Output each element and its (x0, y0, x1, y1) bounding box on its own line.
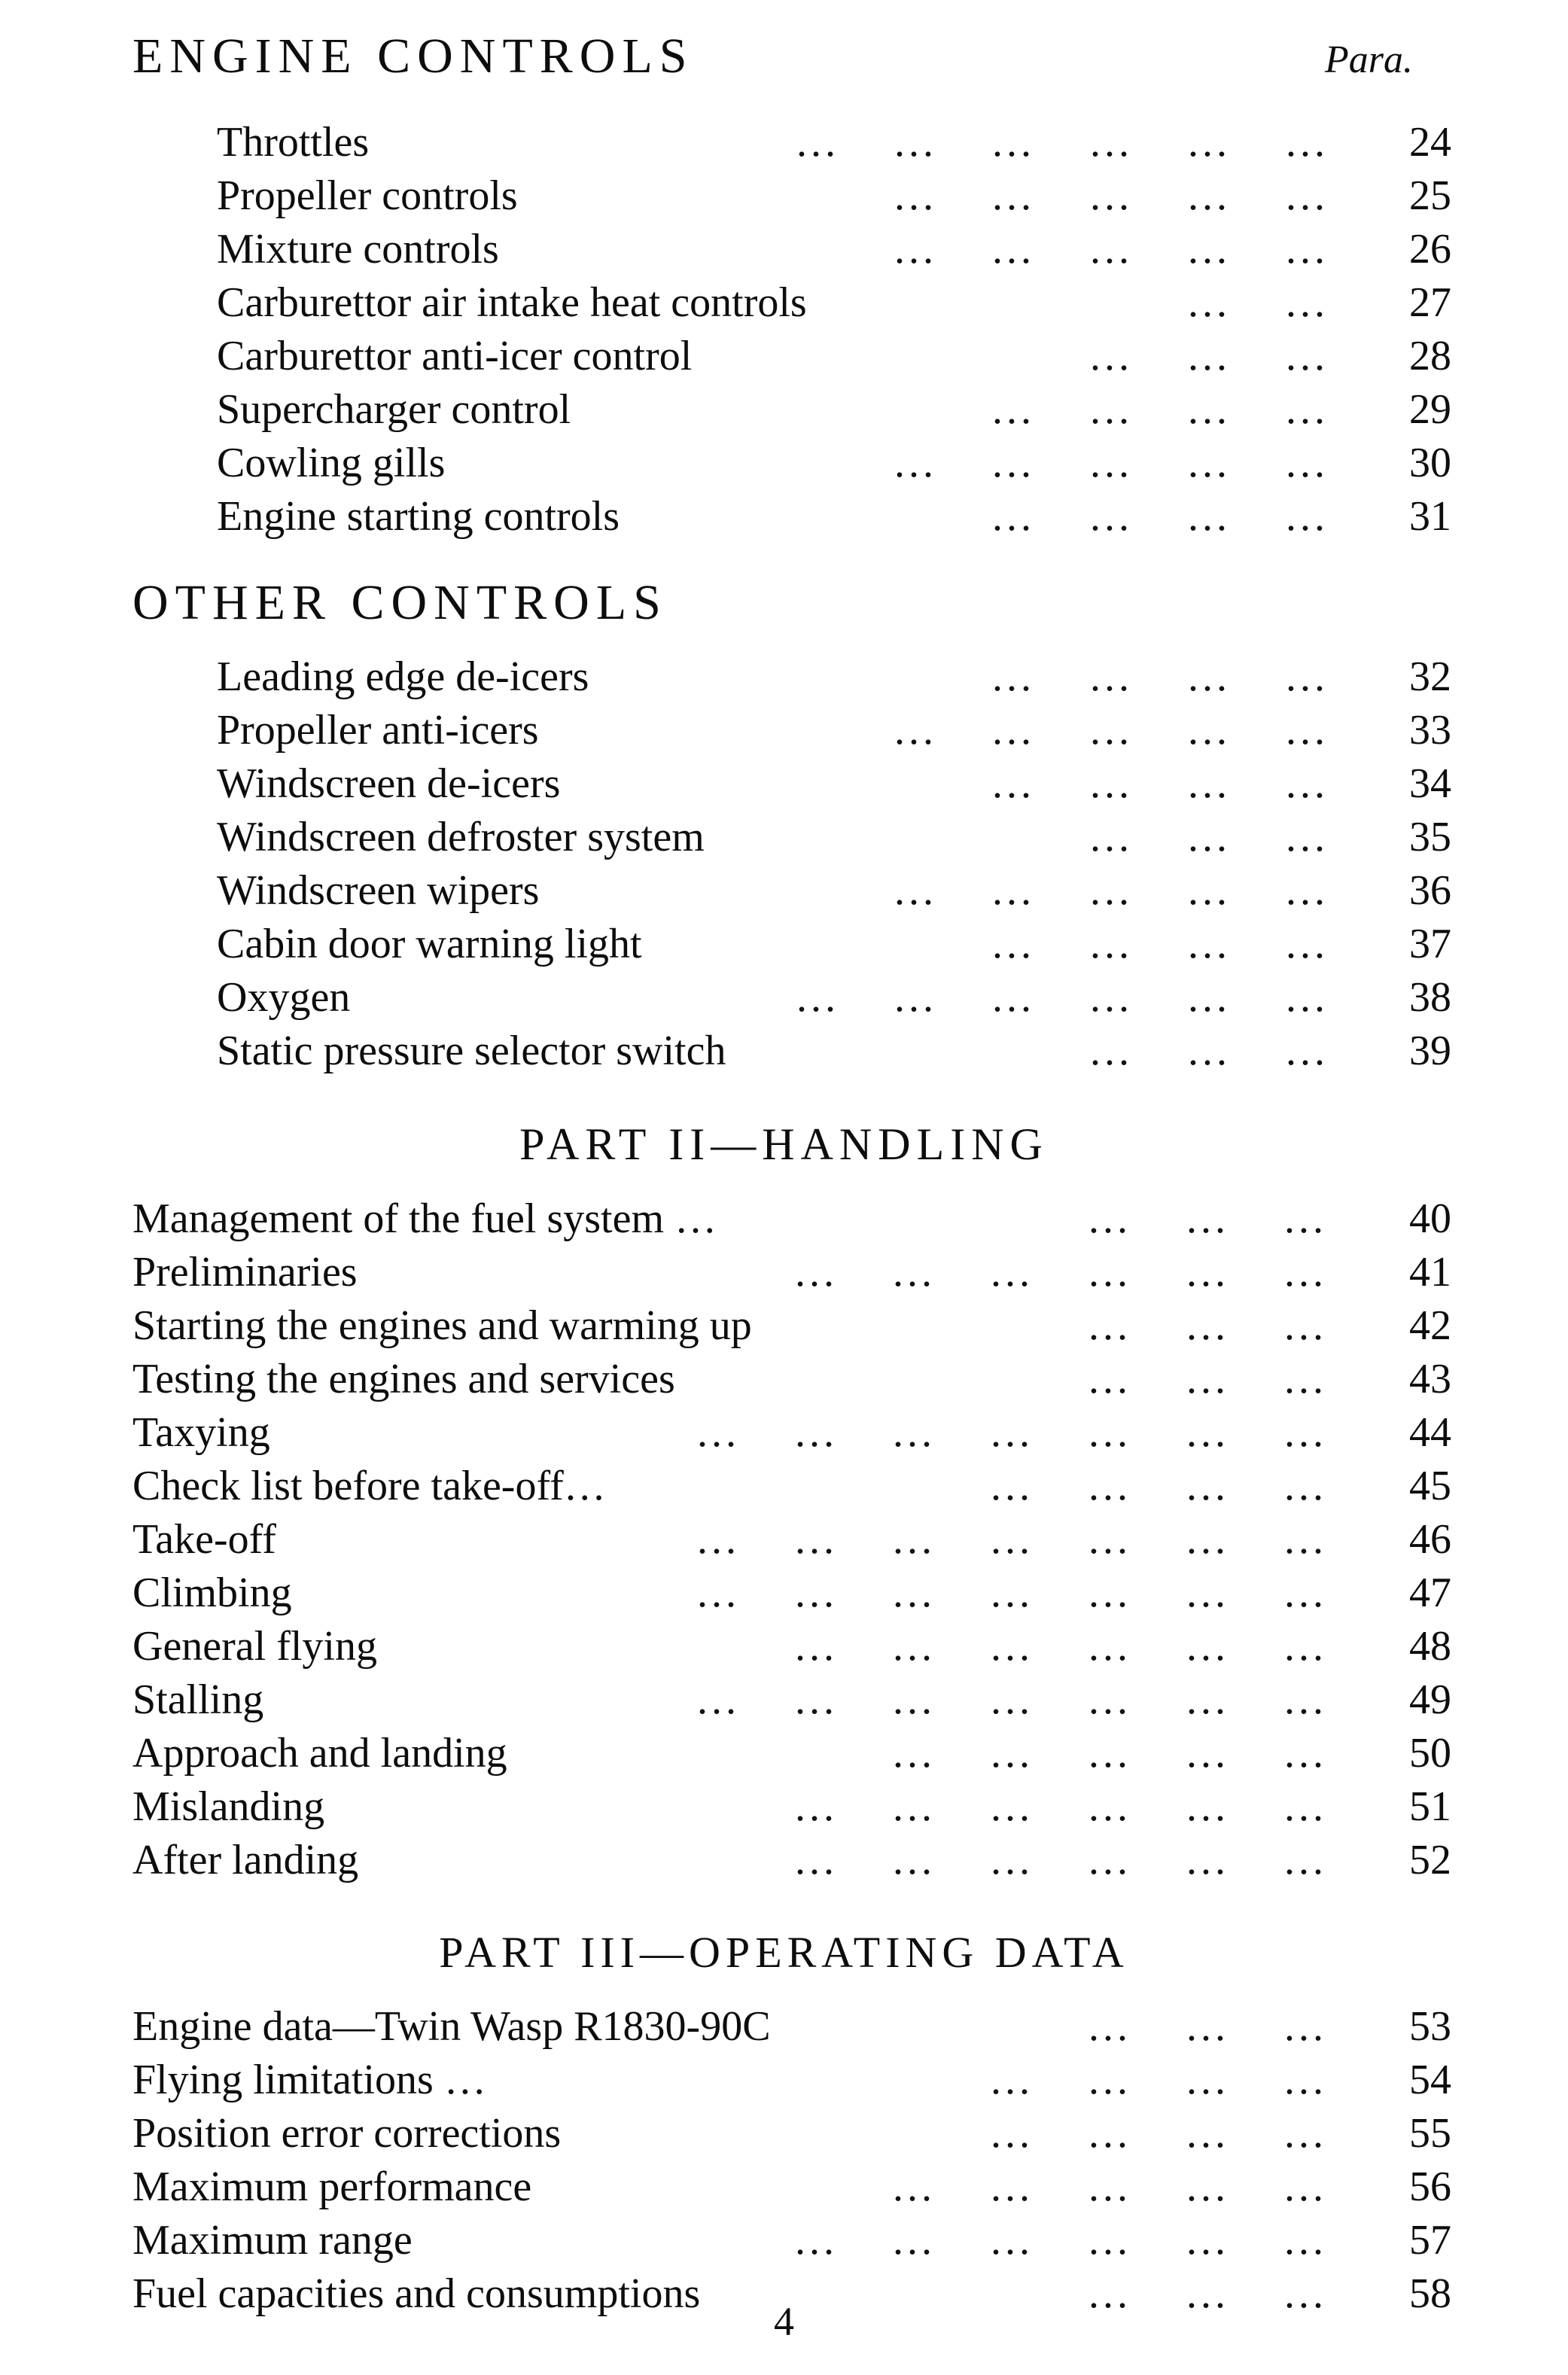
leader-dots: ... (1284, 1676, 1327, 1723)
leader-dots: ... (1186, 2110, 1229, 2157)
toc-entry[interactable] (132, 1834, 1568, 1887)
leader-dots: ... (991, 1570, 1034, 1616)
toc-page (0, 26, 1568, 2375)
leader-dots: ... (1188, 172, 1231, 219)
leader-dots: ... (992, 867, 1035, 914)
toc-entry-label: Windscreen defroster system (217, 814, 705, 860)
leader-dots: ... (1090, 921, 1133, 967)
toc-entry[interactable] (217, 864, 1568, 918)
leader-dots: ... (1188, 707, 1231, 754)
leader-dots: ... (893, 1249, 936, 1296)
leader-dots: ... (1188, 440, 1231, 486)
leader-dots: ... (1188, 974, 1231, 1021)
toc-entry[interactable] (217, 116, 1568, 169)
toc-entry-page-number: 40 (1409, 1195, 1451, 1242)
leader-dots: ... (1186, 2057, 1229, 2103)
leader-dots: ... (991, 2057, 1034, 2103)
toc-entry-label: Stalling (132, 1676, 264, 1723)
leader-dots: ... (894, 119, 937, 166)
toc-entry-label: Static pressure selector switch (217, 1028, 726, 1074)
leader-dots: ... (1090, 760, 1133, 807)
toc-entry-label: Starting the engines and warming up (132, 1302, 752, 1349)
leader-dots: ... (1090, 707, 1133, 754)
toc-entry-page-number: 36 (1409, 867, 1451, 914)
leader-dots: ... (1286, 707, 1329, 754)
page-title: ENGINE CONTROLS (132, 29, 694, 84)
leader-dots: ... (1090, 974, 1133, 1021)
toc-entry-label: After landing (132, 1837, 359, 1883)
toc-entry-page-number: 49 (1409, 1676, 1451, 1723)
toc-entry[interactable] (132, 2054, 1568, 2107)
toc-entry-page-number: 25 (1409, 172, 1451, 219)
leader-dots: ... (1186, 1302, 1229, 1349)
leader-dots: ... (1286, 493, 1329, 540)
leader-dots: ... (893, 1730, 936, 1777)
leader-dots: ... (1188, 226, 1231, 273)
toc-entry[interactable] (132, 1192, 1568, 1246)
leader-dots: ... (1088, 1249, 1131, 1296)
toc-entry-page-number: 41 (1409, 1249, 1451, 1296)
toc-entry[interactable] (217, 490, 1568, 544)
toc-entry[interactable] (132, 2107, 1568, 2160)
toc-entry-label: Testing the engines and services (132, 1356, 675, 1402)
toc-entry-page-number: 51 (1409, 1783, 1451, 1830)
leader-dots: ... (1186, 1676, 1229, 1723)
toc-entry-label: Supercharger control (217, 386, 571, 433)
toc-entry[interactable] (217, 650, 1568, 704)
toc-entry[interactable] (217, 757, 1568, 811)
toc-entry-page-number: 30 (1409, 440, 1451, 486)
leader-dots: ... (991, 1730, 1034, 1777)
toc-header (0, 26, 1568, 116)
toc-entry-label: Propeller anti-icers (217, 707, 539, 754)
toc-entry-label: Taxying (132, 1409, 270, 1456)
leader-dots: ... (991, 1783, 1034, 1830)
toc-entry[interactable] (132, 1620, 1568, 1673)
leader-dots: ... (894, 172, 937, 219)
leader-dots: ... (795, 1570, 838, 1616)
leader-dots: ... (894, 974, 937, 1021)
toc-entry-page-number: 37 (1409, 921, 1451, 967)
leader-dots: ... (795, 1516, 838, 1563)
leader-dots: ... (991, 1409, 1034, 1456)
leader-dots: ... (1088, 2057, 1131, 2103)
leader-dots: ... (1286, 974, 1329, 1021)
toc-entry-list (0, 2000, 1568, 2321)
leader-dots: ... (795, 2217, 838, 2264)
dot-leader (132, 1673, 1568, 1727)
leader-dots: ... (697, 1409, 740, 1456)
leader-dots: ... (1186, 1783, 1229, 1830)
leader-dots: ... (1186, 1409, 1229, 1456)
leader-dots: ... (795, 1623, 838, 1670)
toc-entry-label: Position error corrections (132, 2110, 562, 2157)
leader-dots: ... (992, 974, 1035, 1021)
leader-dots: ... (1286, 333, 1329, 379)
section-heading: OTHER CONTROLS (132, 575, 668, 630)
leader-dots: ... (1284, 1463, 1327, 1509)
toc-entry-label: Mixture controls (217, 226, 499, 273)
leader-dots: ... (1188, 386, 1231, 433)
leader-dots: ... (1088, 1516, 1131, 1563)
leader-dots: ... (992, 440, 1035, 486)
toc-entry-page-number: 34 (1409, 760, 1451, 807)
toc-entry-label: Oxygen (217, 974, 351, 1021)
leader-dots: ... (1186, 1623, 1229, 1670)
leader-dots: ... (1284, 2003, 1327, 2050)
leader-dots: ... (992, 921, 1035, 967)
leader-dots: ... (991, 1249, 1034, 1296)
leader-dots: ... (894, 440, 937, 486)
part-heading: PART III—OPERATING DATA (439, 1928, 1129, 1977)
toc-entry-page-number: 53 (1409, 2003, 1451, 2050)
dot-leader (132, 1567, 1568, 1620)
leader-dots: ... (991, 1676, 1034, 1723)
leader-dots: ... (795, 1783, 838, 1830)
leader-dots: ... (1088, 1623, 1131, 1670)
toc-body (0, 116, 1568, 2321)
toc-entry-page-number: 35 (1409, 814, 1451, 860)
leader-dots: ... (1088, 1570, 1131, 1616)
leader-dots: ... (893, 2217, 936, 2264)
toc-entry[interactable] (132, 1246, 1568, 1299)
leader-dots: ... (1090, 172, 1133, 219)
toc-entry-label: Carburettor air intake heat controls (217, 279, 807, 326)
toc-entry[interactable] (217, 918, 1568, 971)
leader-dots: ... (992, 653, 1035, 700)
leader-dots: ... (1286, 814, 1329, 860)
leader-dots: ... (893, 1676, 936, 1723)
toc-entry[interactable] (217, 1025, 1568, 1078)
toc-entry[interactable] (132, 1567, 1568, 1620)
toc-entry-label: Management of the fuel system … (132, 1195, 717, 1242)
leader-dots: ... (1284, 2057, 1327, 2103)
toc-entry[interactable] (132, 1353, 1568, 1406)
leader-dots: ... (1088, 2163, 1131, 2210)
toc-entry[interactable] (217, 223, 1568, 276)
leader-dots: ... (1188, 921, 1231, 967)
toc-entry[interactable] (217, 276, 1568, 330)
leader-dots: ... (1284, 1409, 1327, 1456)
leader-dots: ... (992, 386, 1035, 433)
leader-dots: ... (1284, 1623, 1327, 1670)
leader-dots: ... (1284, 1570, 1327, 1616)
leader-dots: ... (893, 1623, 936, 1670)
toc-entry-label: Fuel capacities and consumptions (132, 2270, 701, 2317)
leader-dots: ... (1286, 119, 1329, 166)
toc-entry[interactable] (132, 1299, 1568, 1353)
toc-entry-label: Leading edge de-icers (217, 653, 589, 700)
leader-dots: ... (1088, 1356, 1131, 1402)
leader-dots: ... (795, 1249, 838, 1296)
toc-entry[interactable] (217, 971, 1568, 1025)
toc-entry-label: Cabin door warning light (217, 921, 642, 967)
toc-entry-page-number: 55 (1409, 2110, 1451, 2157)
leader-dots: ... (1186, 2163, 1229, 2210)
leader-dots: ... (1088, 1837, 1131, 1883)
leader-dots: ... (1284, 2163, 1327, 2210)
leader-dots: ... (992, 172, 1035, 219)
leader-dots: ... (1088, 1409, 1131, 1456)
toc-entry[interactable] (132, 1673, 1568, 1727)
leader-dots: ... (991, 1623, 1034, 1670)
leader-dots: ... (1284, 2217, 1327, 2264)
toc-entry-page-number: 42 (1409, 1302, 1451, 1349)
toc-entry[interactable] (132, 2000, 1568, 2054)
toc-entry[interactable] (217, 383, 1568, 437)
leader-dots: ... (893, 1409, 936, 1456)
leader-dots: ... (1186, 2217, 1229, 2264)
leader-dots: ... (1090, 440, 1133, 486)
leader-dots: ... (796, 974, 839, 1021)
toc-entry-page-number: 50 (1409, 1730, 1451, 1777)
leader-dots: ... (992, 119, 1035, 166)
leader-dots: ... (1088, 1302, 1131, 1349)
leader-dots: ... (991, 2163, 1034, 2210)
toc-entry-page-number: 33 (1409, 707, 1451, 754)
leader-dots: ... (991, 1837, 1034, 1883)
leader-dots: ... (1284, 1302, 1327, 1349)
toc-entry-label: Windscreen wipers (217, 867, 540, 914)
toc-entry[interactable] (132, 2160, 1568, 2214)
leader-dots: ... (893, 1570, 936, 1616)
toc-entry[interactable] (132, 1727, 1568, 1780)
toc-entry[interactable] (132, 1460, 1568, 1513)
toc-entry[interactable] (217, 169, 1568, 223)
toc-entry-list (0, 650, 1568, 1078)
leader-dots: ... (1090, 814, 1133, 860)
leader-dots: ... (1090, 333, 1133, 379)
leader-dots: ... (1186, 1249, 1229, 1296)
toc-entry[interactable] (132, 1513, 1568, 1567)
leader-dots: ... (1286, 867, 1329, 914)
toc-entry-label: Flying limitations … (132, 2057, 486, 2103)
leader-dots: ... (1286, 279, 1329, 326)
toc-entry-page-number: 48 (1409, 1623, 1451, 1670)
leader-dots: ... (795, 1409, 838, 1456)
toc-entry[interactable] (132, 1406, 1568, 1460)
toc-entry-label: Take-off (132, 1516, 276, 1563)
leader-dots: ... (992, 760, 1035, 807)
leader-dots: ... (1188, 279, 1231, 326)
leader-dots: ... (1286, 440, 1329, 486)
leader-dots: ... (991, 1516, 1034, 1563)
leader-dots: ... (992, 493, 1035, 540)
leader-dots: ... (894, 707, 937, 754)
leader-dots: ... (1186, 1516, 1229, 1563)
toc-entry-label: Preliminaries (132, 1249, 358, 1296)
leader-dots: ... (1088, 1463, 1131, 1509)
toc-entry-label: Maximum range (132, 2217, 413, 2264)
leader-dots: ... (1088, 1730, 1131, 1777)
toc-entry-page-number: 28 (1409, 333, 1451, 379)
leader-dots: ... (991, 2110, 1034, 2157)
toc-entry-page-number: 56 (1409, 2163, 1451, 2210)
leader-dots: ... (697, 1516, 740, 1563)
leader-dots: ... (1090, 386, 1133, 433)
leader-dots: ... (991, 2217, 1034, 2264)
leader-dots: ... (1090, 653, 1133, 700)
leader-dots: ... (893, 1783, 936, 1830)
leader-dots: ... (697, 1676, 740, 1723)
leader-dots: ... (1186, 2270, 1229, 2317)
leader-dots: ... (1286, 1028, 1329, 1074)
toc-entry-page-number: 31 (1409, 493, 1451, 540)
leader-dots: ... (796, 119, 839, 166)
leader-dots: ... (1090, 1028, 1133, 1074)
leader-dots: ... (1186, 1837, 1229, 1883)
toc-entry-label: General flying (132, 1623, 377, 1670)
leader-dots: ... (1186, 2003, 1229, 2050)
leader-dots: ... (893, 1837, 936, 1883)
toc-entry-list (0, 1192, 1568, 1887)
toc-entry[interactable] (132, 2214, 1568, 2267)
leader-dots: ... (1286, 172, 1329, 219)
leader-dots: ... (1286, 226, 1329, 273)
leader-dots: ... (1188, 867, 1231, 914)
leader-dots: ... (1188, 119, 1231, 166)
toc-entry-page-number: 38 (1409, 974, 1451, 1021)
leader-dots: ... (1188, 760, 1231, 807)
toc-entry-label: Throttles (217, 119, 370, 166)
leader-dots: ... (1188, 493, 1231, 540)
toc-entry-page-number: 27 (1409, 279, 1451, 326)
toc-entry-list (0, 116, 1568, 544)
leader-dots: ... (1286, 760, 1329, 807)
toc-entry-label: Cowling gills (217, 440, 446, 486)
leader-dots: ... (795, 1676, 838, 1723)
toc-entry-page-number: 45 (1409, 1463, 1451, 1509)
leader-dots: ... (1286, 653, 1329, 700)
leader-dots: ... (1186, 1570, 1229, 1616)
leader-dots: ... (1284, 2110, 1327, 2157)
leader-dots: ... (1090, 493, 1133, 540)
toc-entry-page-number: 26 (1409, 226, 1451, 273)
leader-dots: ... (1088, 2270, 1131, 2317)
leader-dots: ... (1286, 921, 1329, 967)
toc-entry-page-number: 24 (1409, 119, 1451, 166)
dot-leader (132, 1406, 1568, 1460)
leader-dots: ... (1088, 2217, 1131, 2264)
leader-dots: ... (1088, 2110, 1131, 2157)
dot-leader (132, 1780, 1568, 1834)
toc-entry[interactable] (217, 330, 1568, 383)
leader-dots: ... (1286, 386, 1329, 433)
toc-entry-label: Engine starting controls (217, 493, 620, 540)
page-folio: 4 (774, 2299, 794, 2344)
leader-dots: ... (1088, 1676, 1131, 1723)
leader-dots: ... (1284, 1783, 1327, 1830)
toc-entry-label: Climbing (132, 1570, 292, 1616)
toc-entry-page-number: 44 (1409, 1409, 1451, 1456)
toc-entry-label: Engine data—Twin Wasp R1830-90C (132, 2003, 771, 2050)
leader-dots: ... (1188, 814, 1231, 860)
toc-entry-page-number: 39 (1409, 1028, 1451, 1074)
toc-entry-label: Windscreen de-icers (217, 760, 561, 807)
toc-entry[interactable] (217, 704, 1568, 757)
toc-entry-page-number: 58 (1409, 2270, 1451, 2317)
leader-dots: ... (894, 226, 937, 273)
dot-leader (132, 1513, 1568, 1567)
leader-dots: ... (1090, 226, 1133, 273)
toc-entry-label: Approach and landing (132, 1730, 507, 1777)
leader-dots: ... (697, 1570, 740, 1616)
part-heading: PART II—HANDLING (519, 1119, 1049, 1169)
toc-entry-label: Maximum performance (132, 2163, 532, 2210)
leader-dots: ... (1284, 1249, 1327, 1296)
leader-dots: ... (1186, 1356, 1229, 1402)
toc-entry[interactable] (217, 811, 1568, 864)
toc-entry-page-number: 47 (1409, 1570, 1451, 1616)
leader-dots: ... (992, 707, 1035, 754)
leader-dots: ... (1186, 1463, 1229, 1509)
toc-entry-page-number: 46 (1409, 1516, 1451, 1563)
leader-dots: ... (1088, 1783, 1131, 1830)
para-column-header: Para. (1325, 38, 1413, 81)
toc-entry-page-number: 54 (1409, 2057, 1451, 2103)
leader-dots: ... (795, 1837, 838, 1883)
leader-dots: ... (1088, 2003, 1131, 2050)
leader-dots: ... (1090, 119, 1133, 166)
leader-dots: ... (893, 1516, 936, 1563)
leader-dots: ... (1284, 1516, 1327, 1563)
leader-dots: ... (1284, 1195, 1327, 1242)
toc-entry-page-number: 52 (1409, 1837, 1451, 1883)
toc-entry[interactable] (217, 437, 1568, 490)
leader-dots: ... (1284, 1730, 1327, 1777)
leader-dots: ... (1188, 1028, 1231, 1074)
toc-entry-page-number: 32 (1409, 653, 1451, 700)
toc-entry[interactable] (132, 1780, 1568, 1834)
leader-dots: ... (893, 2163, 936, 2210)
toc-entry-label: Mislanding (132, 1783, 325, 1830)
toc-entry-label: Check list before take-off… (132, 1463, 606, 1509)
leader-dots: ... (1284, 1356, 1327, 1402)
toc-entry-page-number: 57 (1409, 2217, 1451, 2264)
leader-dots: ... (1188, 333, 1231, 379)
leader-dots: ... (1284, 2270, 1327, 2317)
leader-dots: ... (991, 1463, 1034, 1509)
toc-entry-label: Carburettor anti-icer control (217, 333, 693, 379)
toc-entry-label: Propeller controls (217, 172, 518, 219)
leader-dots: ... (1284, 1837, 1327, 1883)
leader-dots: ... (992, 226, 1035, 273)
leader-dots: ... (1188, 653, 1231, 700)
leader-dots: ... (1090, 867, 1133, 914)
toc-entry-page-number: 43 (1409, 1356, 1451, 1402)
leader-dots: ... (1088, 1195, 1131, 1242)
leader-dots: ... (1186, 1730, 1229, 1777)
leader-dots: ... (1186, 1195, 1229, 1242)
toc-entry-page-number: 29 (1409, 386, 1451, 433)
leader-dots: ... (894, 867, 937, 914)
